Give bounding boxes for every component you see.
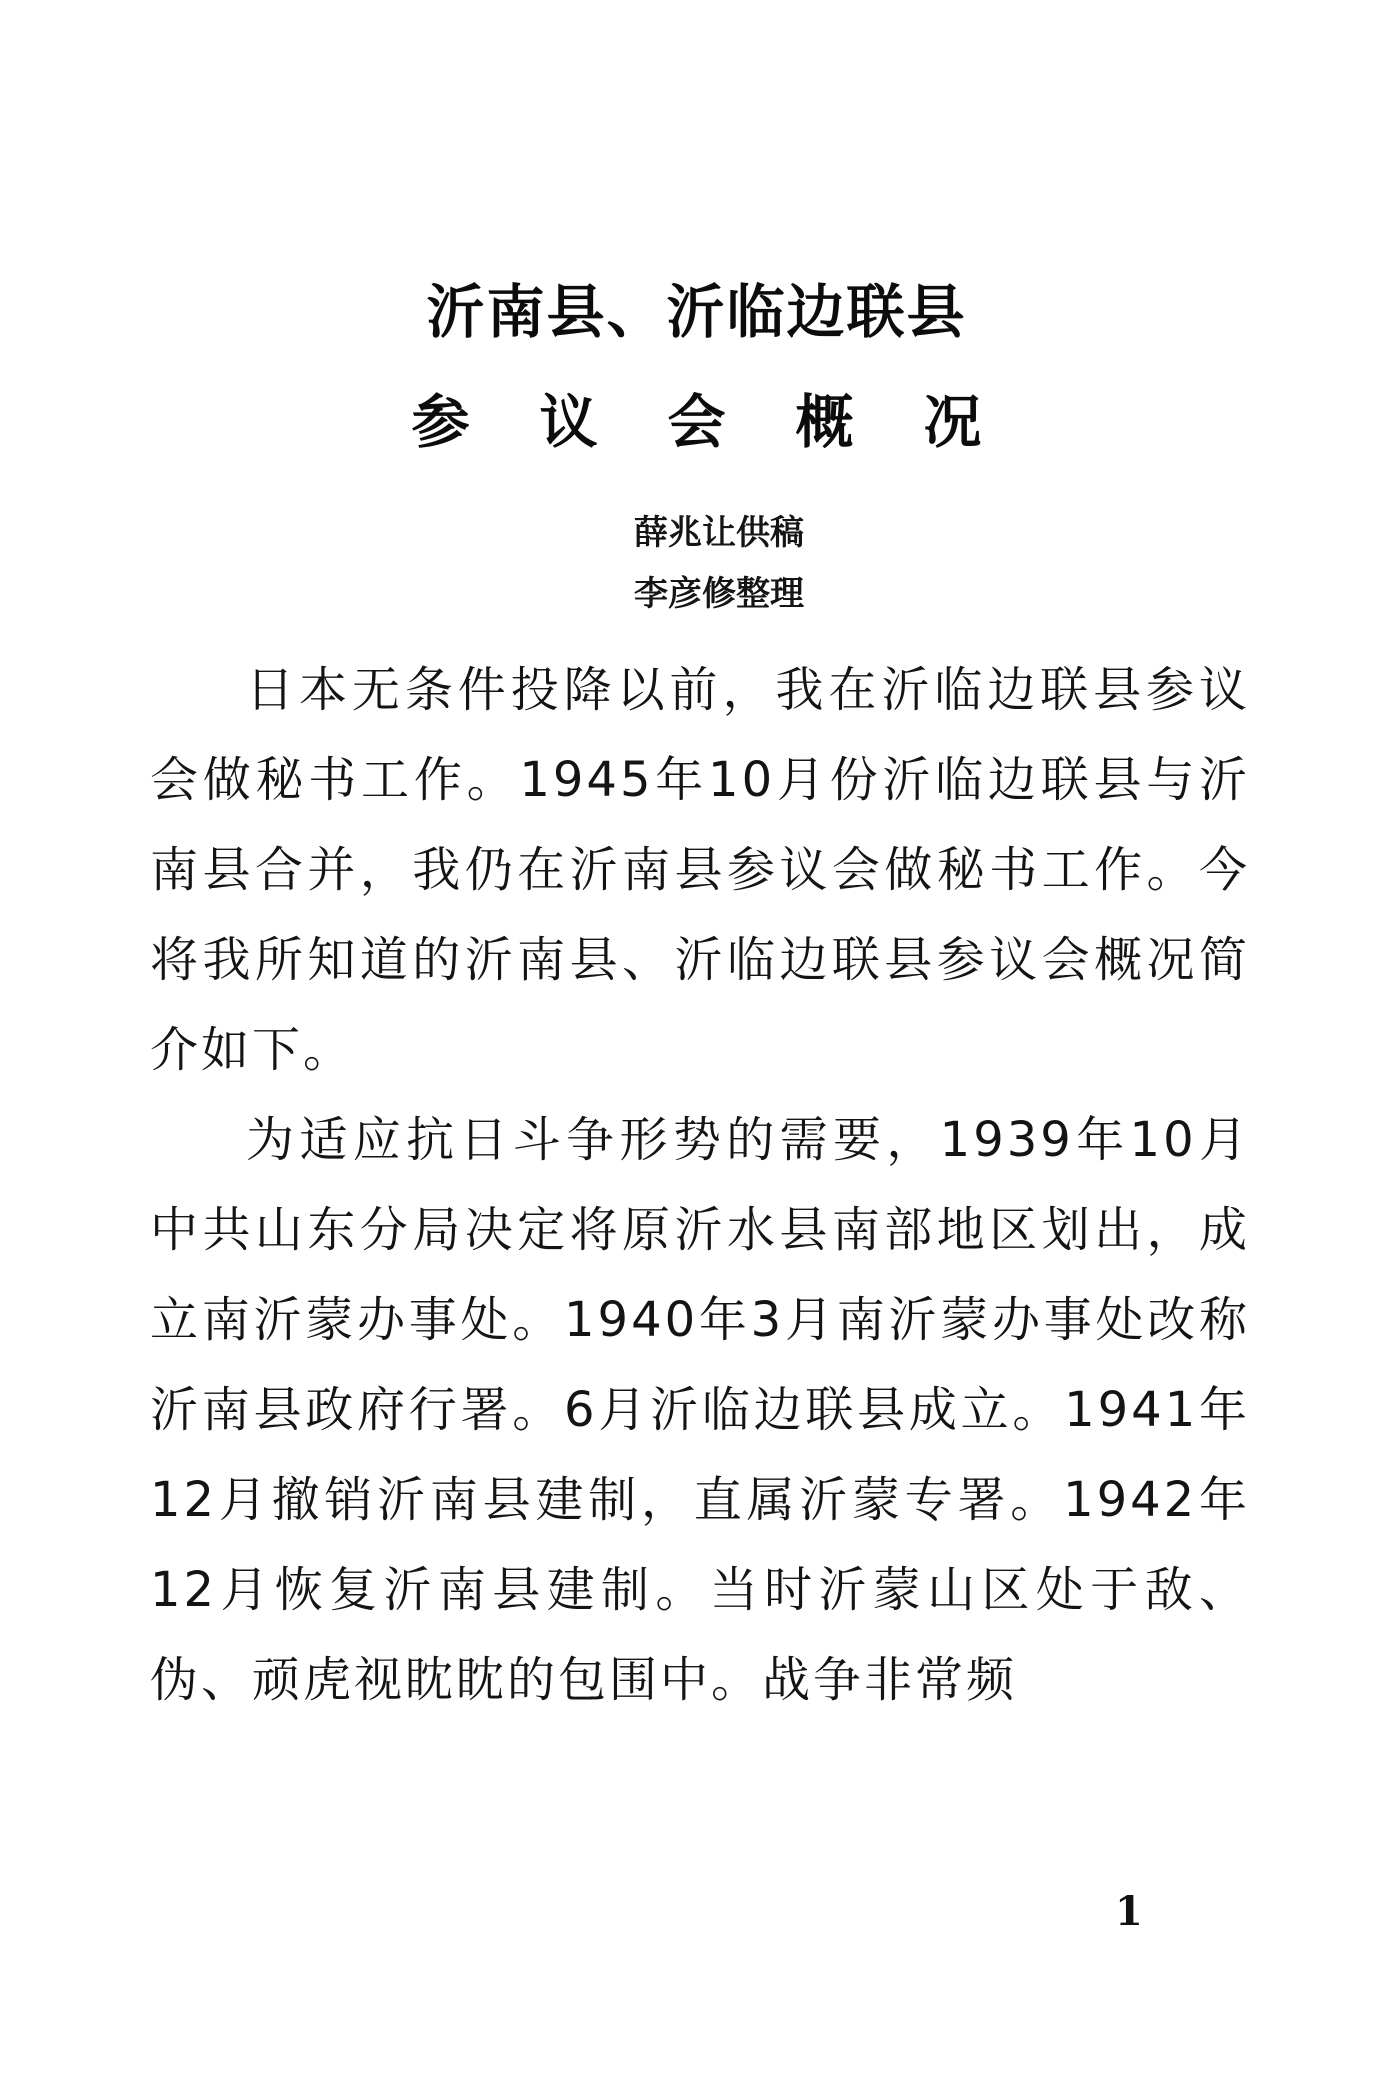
paragraph-2: 为适应抗日斗争形势的需要，1939年10月中共山东分局决定将原沂水县南部地区划出，成立南沂蒙办事处。1940年3月南沂蒙办事处改称沂南县政府行署。6月沂临边联县成立。1941年12月撤销沂南县建制，直属沂蒙专署。1942年12月恢复沂南县建制。当时沂蒙山区处于敌、伪、顽虎视眈眈的包围中。战争非常频 (150, 1112, 1250, 1708)
article-body (150, 645, 1250, 1725)
byline-contributor: 薛兆让供稿 (634, 513, 804, 553)
byline-editor: 李彦修整理 (634, 574, 804, 614)
page-number: 1 (1115, 1888, 1143, 1935)
article-title-line-2: 参议会概况 (411, 388, 1052, 456)
article-title-line-1: 沂南县、沂临边联县 (426, 278, 967, 346)
paragraph-1: 日本无条件投降以前，我在沂临边联县参议会做秘书工作。1945年10月份沂临边联县与沂南县合并，我仍在沂南县参议会做秘书工作。今将我所知道的沂南县、沂临边联县参议会概况简介如下。 (150, 662, 1250, 1078)
